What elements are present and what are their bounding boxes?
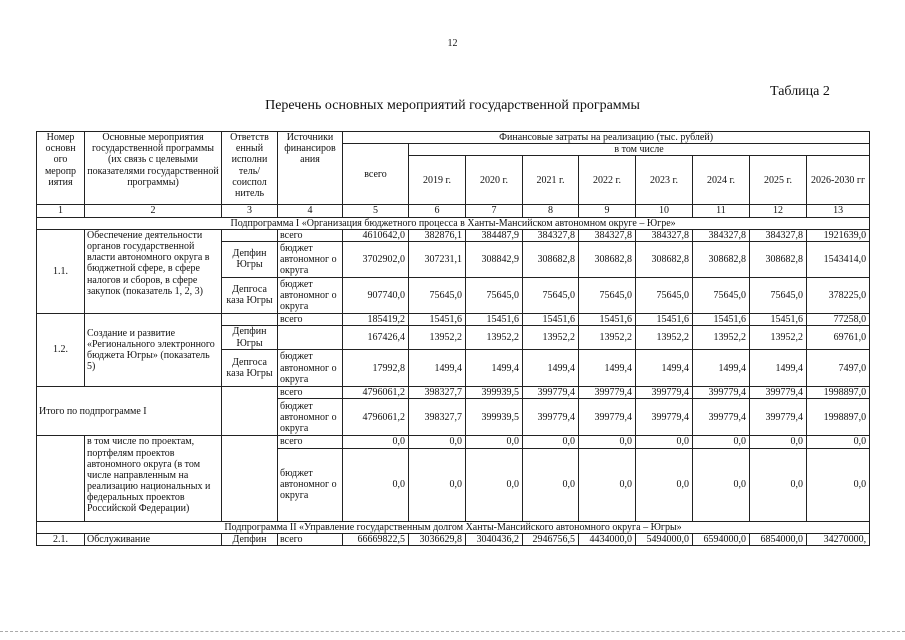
value-cell: 66669822,5 — [343, 533, 409, 545]
value-cell: 4796061,2 — [343, 399, 409, 436]
header-year: 2021 г. — [523, 156, 579, 205]
row-source: бюджет автономног о округа — [278, 277, 343, 313]
scan-edge-line — [0, 631, 905, 632]
row-activity: Обеспечение деятельности органов государственной власти автономного округа в бюджетной сфере, в сфере налогов и сборов, в сфере закупок (показатель 1, 2, 3) — [85, 229, 222, 313]
row-source: бюджет автономног о округа — [278, 399, 343, 436]
value-cell: 3702902,0 — [343, 241, 409, 277]
value-cell: 13952,2 — [693, 326, 750, 350]
column-number: 7 — [466, 205, 523, 217]
table-row — [37, 436, 870, 448]
value-cell: 75645,0 — [693, 277, 750, 313]
value-cell: 13952,2 — [579, 326, 636, 350]
header-activity: Основные мероприятия государственной программы (их связь с целевыми показателями государственной программы) — [85, 132, 222, 205]
row-responsible — [222, 313, 278, 325]
value-cell: 13952,2 — [409, 326, 466, 350]
value-cell: 399779,4 — [750, 399, 807, 436]
value-cell: 75645,0 — [636, 277, 693, 313]
value-cell: 399779,4 — [693, 387, 750, 399]
value-cell: 399779,4 — [523, 387, 579, 399]
value-cell: 1499,4 — [693, 350, 750, 387]
value-cell: 0,0 — [750, 436, 807, 448]
value-cell: 2946756,5 — [523, 533, 579, 545]
header-year: 2024 г. — [693, 156, 750, 205]
value-cell: 399939,5 — [466, 399, 523, 436]
column-number: 8 — [523, 205, 579, 217]
row-responsible — [222, 229, 278, 241]
value-cell: 15451,6 — [579, 313, 636, 325]
value-cell: 384327,8 — [750, 229, 807, 241]
value-cell: 399779,4 — [579, 387, 636, 399]
value-cell: 399779,4 — [693, 399, 750, 436]
row-activity: Создание и развитие «Регионального электронного бюджета Югры» (показатель 5) — [85, 313, 222, 386]
header-including: в том числе — [409, 144, 870, 156]
column-number: 12 — [750, 205, 807, 217]
value-cell: 15451,6 — [636, 313, 693, 325]
header-number: Номер основн ого меропр иятия — [37, 132, 85, 205]
value-cell: 3040436,2 — [466, 533, 523, 545]
value-cell: 167426,4 — [343, 326, 409, 350]
row-responsible: Депфин — [222, 533, 278, 545]
row-source: всего — [278, 533, 343, 545]
value-cell: 398327,7 — [409, 399, 466, 436]
table-label: Таблица 2 — [770, 84, 830, 99]
value-cell: 384327,8 — [636, 229, 693, 241]
program-table — [36, 131, 870, 546]
value-cell: 34270000, — [807, 533, 870, 545]
value-cell: 15451,6 — [750, 313, 807, 325]
value-cell: 384487,9 — [466, 229, 523, 241]
row-activity: Итого по подпрограмме I — [37, 387, 222, 436]
value-cell: 1499,4 — [523, 350, 579, 387]
row-responsible: Депфин Югры — [222, 241, 278, 277]
column-number: 11 — [693, 205, 750, 217]
value-cell: 75645,0 — [579, 277, 636, 313]
row-source: всего — [278, 313, 343, 325]
column-number: 5 — [343, 205, 409, 217]
subprogram-title: Подпрограмма I «Организация бюджетного процесса в Ханты-Мансийском автономном округе – Югре» — [37, 217, 870, 229]
row-responsible: Депгоса каза Югры — [222, 277, 278, 313]
value-cell: 6854000,0 — [750, 533, 807, 545]
row-source: бюджет автономног о округа — [278, 241, 343, 277]
header-responsible: Ответств енный исполни тель/ соиспол нитель — [222, 132, 278, 205]
page-title: Перечень основных мероприятий государственной программы — [265, 98, 640, 113]
value-cell: 399939,5 — [466, 387, 523, 399]
value-cell: 1499,4 — [579, 350, 636, 387]
value-cell: 15451,6 — [693, 313, 750, 325]
page-number: 12 — [447, 38, 458, 49]
header-year: 2023 г. — [636, 156, 693, 205]
column-number: 13 — [807, 205, 870, 217]
value-cell: 1499,4 — [409, 350, 466, 387]
value-cell: 382876,1 — [409, 229, 466, 241]
header-row — [37, 132, 870, 144]
value-cell: 0,0 — [750, 448, 807, 521]
value-cell: 0,0 — [693, 448, 750, 521]
value-cell: 1499,4 — [750, 350, 807, 387]
value-cell: 4796061,2 — [343, 387, 409, 399]
value-cell: 77258,0 — [807, 313, 870, 325]
value-cell: 308682,8 — [636, 241, 693, 277]
value-cell: 308682,8 — [579, 241, 636, 277]
subprogram-row — [37, 217, 870, 229]
value-cell: 75645,0 — [409, 277, 466, 313]
row-source: бюджет автономног о округа — [278, 350, 343, 387]
value-cell: 4434000,0 — [579, 533, 636, 545]
value-cell: 1921639,0 — [807, 229, 870, 241]
table-row — [37, 533, 870, 545]
row-responsible: Депгоса каза Югры — [222, 350, 278, 387]
value-cell: 0,0 — [466, 448, 523, 521]
value-cell: 13952,2 — [523, 326, 579, 350]
row-responsible: Депфин Югры — [222, 326, 278, 350]
column-number: 1 — [37, 205, 85, 217]
table-row — [37, 387, 870, 399]
row-activity: в том числе по проектам, портфелям проектов автономного округа (в том числе направленным на реализацию национальных и федеральных проектов Российской Федерации) — [85, 436, 222, 521]
value-cell: 0,0 — [409, 436, 466, 448]
value-cell: 0,0 — [636, 448, 693, 521]
column-numbers-row — [37, 205, 870, 217]
value-cell: 15451,6 — [466, 313, 523, 325]
value-cell: 384327,8 — [523, 229, 579, 241]
value-cell: 13952,2 — [636, 326, 693, 350]
value-cell: 5494000,0 — [636, 533, 693, 545]
header-total: всего — [343, 144, 409, 205]
subprogram-title: Подпрограмма II «Управление государственным долгом Ханты-Мансийского автономного округа – Югры» — [37, 521, 870, 533]
value-cell: 308682,8 — [750, 241, 807, 277]
value-cell: 0,0 — [579, 436, 636, 448]
value-cell: 0,0 — [343, 436, 409, 448]
value-cell: 0,0 — [636, 436, 693, 448]
row-activity: Обслуживание — [85, 533, 222, 545]
value-cell: 75645,0 — [466, 277, 523, 313]
value-cell: 185419,2 — [343, 313, 409, 325]
table-row — [37, 229, 870, 241]
row-source — [278, 326, 343, 350]
value-cell: 1998897,0 — [807, 399, 870, 436]
value-cell: 308682,8 — [693, 241, 750, 277]
value-cell: 0,0 — [807, 436, 870, 448]
value-cell: 0,0 — [807, 448, 870, 521]
value-cell: 17992,8 — [343, 350, 409, 387]
value-cell: 0,0 — [409, 448, 466, 521]
row-number: 1.2. — [37, 313, 85, 386]
value-cell: 3036629,8 — [409, 533, 466, 545]
value-cell: 398327,7 — [409, 387, 466, 399]
row-number — [37, 436, 85, 521]
value-cell: 308842,9 — [466, 241, 523, 277]
value-cell: 0,0 — [693, 436, 750, 448]
header-year: 2025 г. — [750, 156, 807, 205]
value-cell: 399779,4 — [750, 387, 807, 399]
value-cell: 308682,8 — [523, 241, 579, 277]
value-cell: 384327,8 — [579, 229, 636, 241]
value-cell: 399779,4 — [636, 399, 693, 436]
value-cell: 1998897,0 — [807, 387, 870, 399]
value-cell: 0,0 — [466, 436, 523, 448]
value-cell: 307231,1 — [409, 241, 466, 277]
row-number: 2.1. — [37, 533, 85, 545]
value-cell: 1499,4 — [636, 350, 693, 387]
column-number: 3 — [222, 205, 278, 217]
column-number: 2 — [85, 205, 222, 217]
value-cell: 75645,0 — [750, 277, 807, 313]
table-row — [37, 313, 870, 325]
value-cell: 384327,8 — [693, 229, 750, 241]
value-cell: 6594000,0 — [693, 533, 750, 545]
value-cell: 399779,4 — [636, 387, 693, 399]
row-number: 1.1. — [37, 229, 85, 313]
header-year: 2026-2030 гг — [807, 156, 870, 205]
row-source: всего — [278, 387, 343, 399]
row-responsible — [222, 387, 278, 436]
value-cell: 13952,2 — [750, 326, 807, 350]
column-number: 6 — [409, 205, 466, 217]
value-cell: 0,0 — [579, 448, 636, 521]
value-cell: 378225,0 — [807, 277, 870, 313]
header-source: Источники финансиров ания — [278, 132, 343, 205]
column-number: 9 — [579, 205, 636, 217]
header-year: 2020 г. — [466, 156, 523, 205]
value-cell: 13952,2 — [466, 326, 523, 350]
subprogram-row — [37, 521, 870, 533]
value-cell: 0,0 — [343, 448, 409, 521]
value-cell: 7497,0 — [807, 350, 870, 387]
value-cell: 15451,6 — [523, 313, 579, 325]
header-year: 2019 г. — [409, 156, 466, 205]
row-source: всего — [278, 436, 343, 448]
header-financing: Финансовые затраты на реализацию (тыс. рублей) — [343, 132, 870, 144]
row-responsible — [222, 436, 278, 521]
row-source: всего — [278, 229, 343, 241]
value-cell: 399779,4 — [579, 399, 636, 436]
value-cell: 1543414,0 — [807, 241, 870, 277]
value-cell: 4610642,0 — [343, 229, 409, 241]
value-cell: 75645,0 — [523, 277, 579, 313]
value-cell: 1499,4 — [466, 350, 523, 387]
value-cell: 0,0 — [523, 448, 579, 521]
value-cell: 399779,4 — [523, 399, 579, 436]
value-cell: 907740,0 — [343, 277, 409, 313]
value-cell: 69761,0 — [807, 326, 870, 350]
value-cell: 0,0 — [523, 436, 579, 448]
header-year: 2022 г. — [579, 156, 636, 205]
value-cell: 15451,6 — [409, 313, 466, 325]
row-source: бюджет автономног о округа — [278, 448, 343, 521]
column-number: 10 — [636, 205, 693, 217]
column-number: 4 — [278, 205, 343, 217]
